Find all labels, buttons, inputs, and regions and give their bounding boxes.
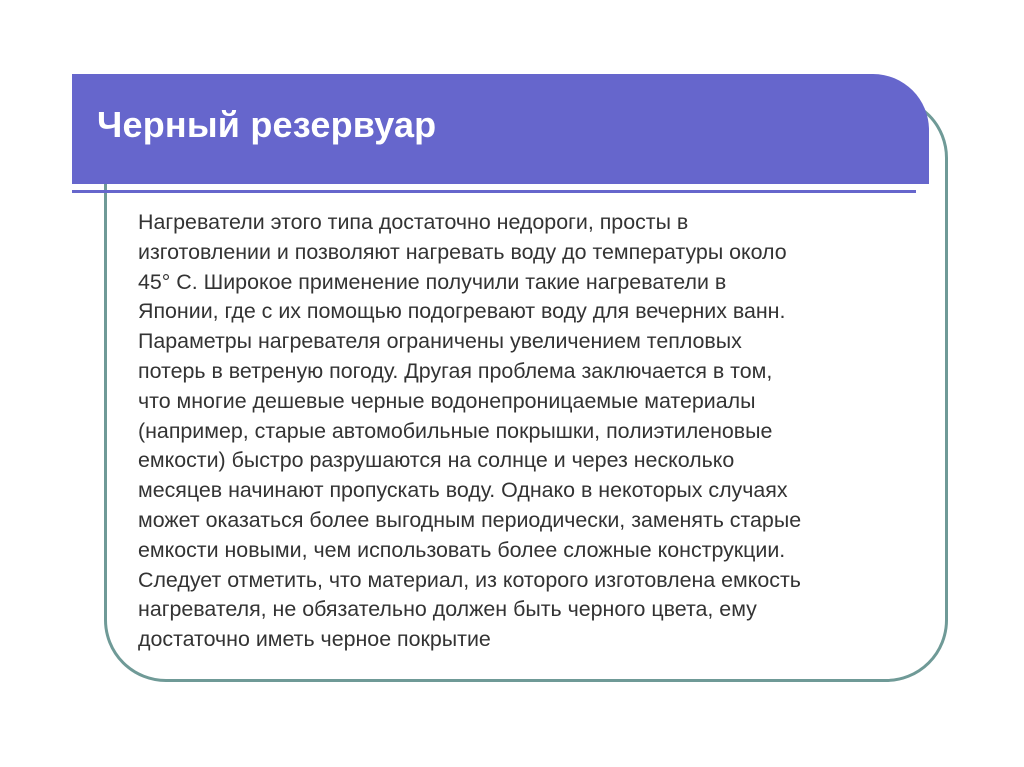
body-line: Нагреватели этого типа достаточно недороги, просты в xyxy=(138,210,689,234)
body-line: (например, старые автомобильные покрышки, полиэтиленовые xyxy=(138,418,773,443)
body-line: Параметры нагревателя ограничены увеличением тепловых xyxy=(138,329,742,354)
slide-title: Черный резервуар xyxy=(97,104,437,145)
body-text xyxy=(138,208,943,655)
body-line: достаточно иметь черное покрытие xyxy=(138,627,491,652)
body-line: Японии, где с их помощью подогревают воду для вечерних ванн. xyxy=(138,299,786,324)
body-line: емкости) быстро разрушаются на солнце и через несколько xyxy=(138,448,735,473)
body-line: Следует отметить, что материал, из которого изготовлена емкость xyxy=(138,567,801,592)
body-line: 45° С. Широкое применение получили такие нагреватели в xyxy=(138,269,727,294)
title-underline xyxy=(72,190,916,193)
body-line: нагревателя, не обязательно должен быть черного цвета, ему xyxy=(138,597,757,622)
body-line: емкости новыми, чем использовать более сложные конструкции. xyxy=(138,537,786,562)
body-line: изготовлении и позволяют нагревать воду до температуры около xyxy=(138,239,787,264)
body-line: месяцев начинают пропускать воду. Однако в некоторых случаях xyxy=(138,478,788,503)
body-line: может оказаться более выгодным периодически, заменять старые xyxy=(138,507,802,532)
body-line: что многие дешевые черные водонепроницаемые материалы xyxy=(138,388,756,413)
body-line: потерь в ветреную погоду. Другая проблема заключается в том, xyxy=(138,358,773,383)
